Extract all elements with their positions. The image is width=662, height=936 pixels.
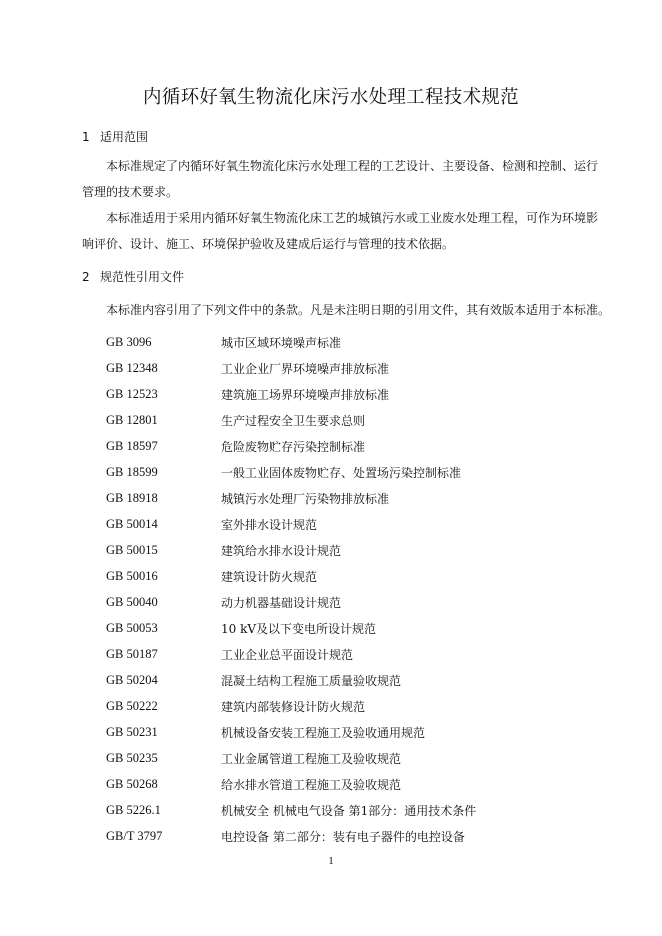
scope-paragraph-2-line-1: 本标准适用于采用内循环好氧生物流化床工艺的城镇污水或工业废水处理工程，可作为环境影 bbox=[106, 211, 599, 225]
reference-code: GB 50231 bbox=[106, 724, 158, 739]
references-intro: 本标准内容引用了下列文件中的条款。凡是未注明日期的引用文件，其有效版本适用于本标准。 bbox=[106, 303, 611, 317]
reference-title: 城镇污水处理厂污染物排放标准 bbox=[221, 491, 390, 506]
reference-item bbox=[106, 537, 476, 563]
reference-title: 混凝土结构工程施工质量验收规范 bbox=[221, 673, 402, 688]
reference-item bbox=[106, 459, 476, 485]
reference-code: GB 50222 bbox=[106, 698, 158, 713]
reference-list bbox=[106, 329, 476, 849]
reference-item bbox=[106, 797, 476, 823]
reference-item bbox=[106, 355, 476, 381]
reference-title: 动力机器基础设计规范 bbox=[221, 595, 342, 610]
reference-item bbox=[106, 511, 476, 537]
scope-paragraph-2-line-2: 响评价、设计、施工、环境保护验收及建成后运行与管理的技术依据。 bbox=[82, 237, 455, 251]
reference-item bbox=[106, 381, 476, 407]
reference-title: 工业金属管道工程施工及验收规范 bbox=[221, 751, 402, 766]
reference-item bbox=[106, 615, 476, 641]
reference-title: 生产过程安全卫生要求总则 bbox=[221, 413, 366, 428]
reference-item bbox=[106, 641, 476, 667]
reference-title: 建筑设计防火规范 bbox=[221, 569, 318, 584]
reference-code: GB 18597 bbox=[106, 438, 158, 453]
reference-title: 危险废物贮存污染控制标准 bbox=[221, 439, 366, 454]
reference-title: 工业企业厂界环境噪声排放标准 bbox=[221, 361, 390, 376]
reference-title: 10 kV及以下变电所设计规范 bbox=[221, 621, 377, 636]
reference-code: GB 5226.1 bbox=[106, 802, 161, 817]
section-heading-text: 规范性引用文件 bbox=[100, 270, 185, 284]
reference-title: 建筑内部装修设计防火规范 bbox=[221, 699, 366, 714]
reference-item bbox=[106, 745, 476, 771]
reference-title: 机械设备安装工程施工及验收通用规范 bbox=[221, 725, 426, 740]
reference-item bbox=[106, 329, 476, 355]
reference-item bbox=[106, 563, 476, 589]
reference-code: GB 3096 bbox=[106, 334, 152, 349]
reference-title: 机械安全 机械电气设备 第1部分：通用技术条件 bbox=[221, 803, 477, 818]
reference-title: 一般工业固体废物贮存、处置场污染控制标准 bbox=[221, 465, 462, 480]
reference-code: GB 50204 bbox=[106, 672, 158, 687]
reference-code: GB 18599 bbox=[106, 464, 158, 479]
reference-code: GB 50187 bbox=[106, 646, 158, 661]
section-number: 2 bbox=[82, 270, 90, 284]
reference-code: GB 12801 bbox=[106, 412, 158, 427]
scope-paragraph-1-line-2: 管理的技术要求。 bbox=[82, 185, 179, 199]
reference-item bbox=[106, 433, 476, 459]
reference-title: 建筑施工场界环境噪声排放标准 bbox=[221, 387, 390, 402]
reference-code: GB 50235 bbox=[106, 750, 158, 765]
reference-code: GB 50015 bbox=[106, 542, 158, 557]
reference-title: 给水排水管道工程施工及验收规范 bbox=[221, 777, 402, 792]
reference-code: GB 50016 bbox=[106, 568, 158, 583]
reference-code: GB 50014 bbox=[106, 516, 158, 531]
document-title: 内循环好氧生物流化床污水处理工程技术规范 bbox=[142, 87, 519, 108]
reference-title: 工业企业总平面设计规范 bbox=[221, 647, 354, 662]
reference-code: GB 50268 bbox=[106, 776, 158, 791]
reference-code: GB 18918 bbox=[106, 490, 158, 505]
reference-code: GB 50040 bbox=[106, 594, 158, 609]
section-heading-text: 适用范围 bbox=[100, 130, 149, 144]
reference-title: 室外排水设计规范 bbox=[221, 517, 318, 532]
reference-item bbox=[106, 407, 476, 433]
reference-item bbox=[106, 771, 476, 797]
reference-item bbox=[106, 693, 476, 719]
reference-code: GB 50053 bbox=[106, 620, 158, 635]
section-heading-normative-references bbox=[82, 269, 184, 285]
reference-code: GB/T 3797 bbox=[106, 828, 163, 843]
reference-code: GB 12348 bbox=[106, 360, 158, 375]
page-number: 1 bbox=[328, 855, 334, 867]
reference-item bbox=[106, 589, 476, 615]
reference-title: 建筑给水排水设计规范 bbox=[221, 543, 342, 558]
reference-title: 电控设备 第二部分：装有电子器件的电控设备 bbox=[221, 829, 465, 844]
reference-item bbox=[106, 667, 476, 693]
reference-title: 城市区域环境噪声标准 bbox=[221, 335, 342, 350]
reference-item bbox=[106, 823, 476, 849]
reference-item bbox=[106, 485, 476, 511]
reference-item bbox=[106, 719, 476, 745]
reference-code: GB 12523 bbox=[106, 386, 158, 401]
section-number: 1 bbox=[82, 130, 90, 144]
section-heading-scope bbox=[82, 129, 148, 145]
scope-paragraph-1-line-1: 本标准规定了内循环好氧生物流化床污水处理工程的工艺设计、主要设备、检测和控制、运行 bbox=[106, 159, 599, 173]
